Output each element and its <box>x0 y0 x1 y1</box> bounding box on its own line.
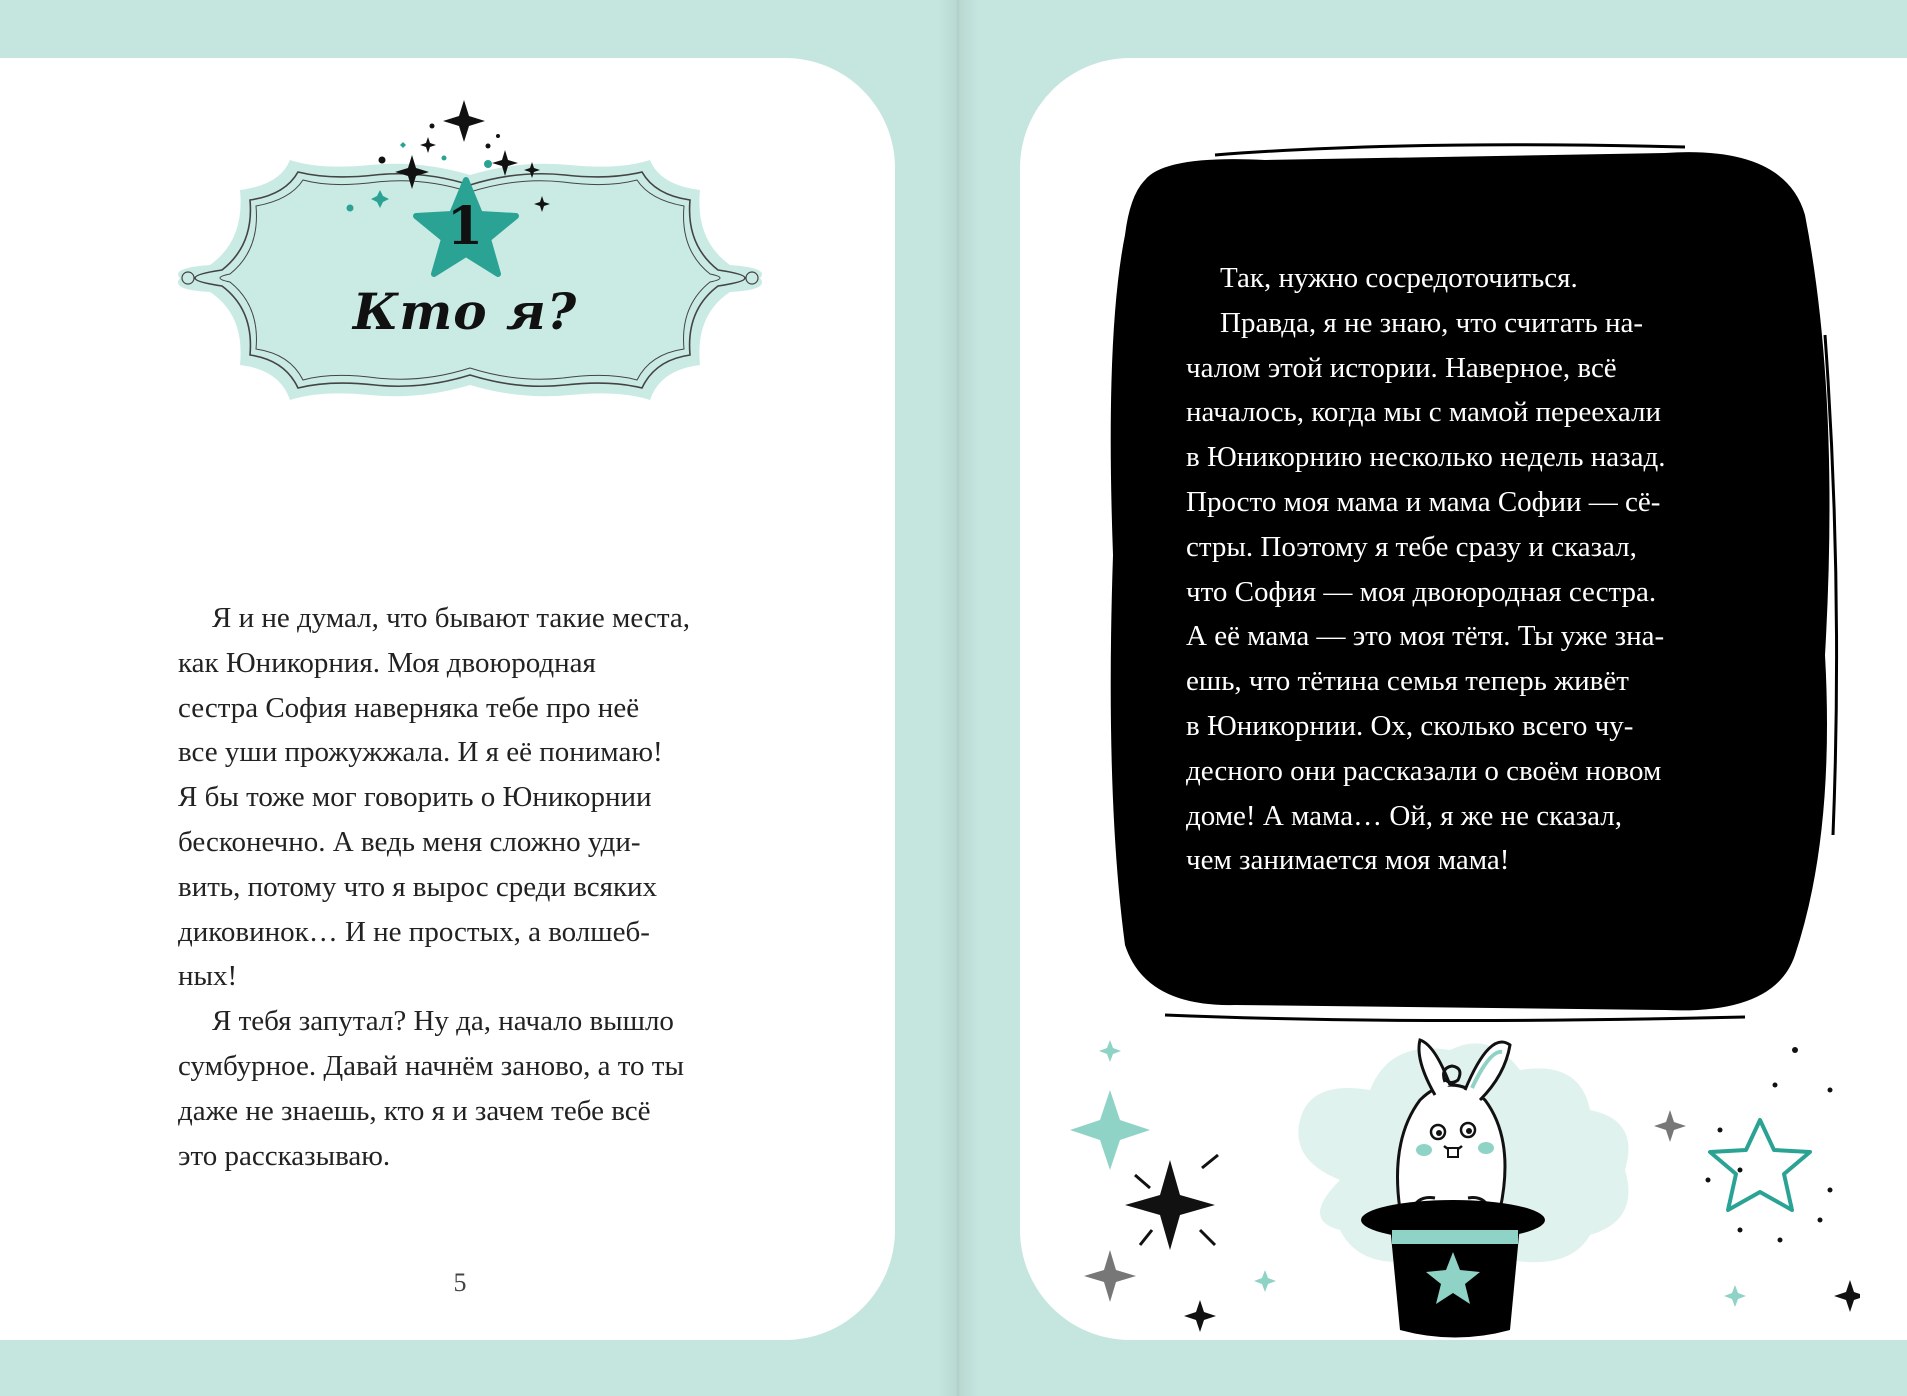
text-line: диковинок… И не простых, а волшеб- <box>178 915 650 948</box>
text-line: все уши прожужжала. И я её понимаю! <box>178 736 663 769</box>
chapter-title: Кто я? <box>352 282 578 341</box>
text-line: что София — моя двоюродная сестра. <box>1186 575 1657 608</box>
text-line: чем занимается моя мама! <box>1186 844 1510 877</box>
text-line: сумбурное. Давай начнём заново, а то ты <box>178 1049 684 1082</box>
right-page-text <box>1186 256 1665 883</box>
bunny-in-magic-hat-icon <box>1040 1020 1860 1350</box>
text-line: как Юникорния. Моя двоюродная <box>178 646 596 679</box>
text-line: Правда, я не знаю, что считать на- <box>1220 306 1644 339</box>
text-line: ешь, что тётина семья теперь живёт <box>1186 665 1629 698</box>
text-line: ных! <box>178 960 238 993</box>
text-line: Я бы тоже мог говорить о Юникорнии <box>178 781 652 814</box>
text-line: в Юникорнию несколько недель назад. <box>1186 441 1666 474</box>
text-line: десного они рассказали о своём новом <box>1186 754 1662 787</box>
book-spine-shadow <box>938 0 978 1396</box>
text-line: Я тебя запутал? Ну да, начало вышло <box>212 1005 674 1038</box>
text-line: вить, потому что я вырос среди всяких <box>178 870 658 903</box>
text-line: стры. Поэтому я тебе сразу и сказал, <box>1186 530 1637 563</box>
text-line: Просто моя мама и мама Софии — сё- <box>1186 485 1661 518</box>
text-line: бесконечно. А ведь меня сложно уди- <box>178 825 641 858</box>
text-line: началось, когда мы с мамой переехали <box>1186 396 1662 429</box>
text-line: А её мама — это моя тётя. Ты уже зна- <box>1186 620 1665 653</box>
text-line: доме! А мама… Ой, я же не сказал, <box>1186 799 1622 832</box>
text-line: это рассказываю. <box>178 1139 391 1172</box>
left-page-text <box>178 596 690 1178</box>
page-number: 5 <box>453 1268 467 1297</box>
chapter-number: 1 <box>446 196 484 257</box>
text-line: в Юникорнии. Ох, сколько всего чу- <box>1186 709 1634 742</box>
text-line: чалом этой истории. Наверное, всё <box>1186 351 1617 384</box>
text-line: даже не знаешь, кто я и зачем тебе всё <box>178 1094 651 1127</box>
text-line: Так, нужно сосредоточиться. <box>1220 262 1578 294</box>
text-line: Я и не думал, что бывают такие места, <box>212 602 690 634</box>
text-line: сестра София наверняка тебе про неё <box>178 691 640 724</box>
